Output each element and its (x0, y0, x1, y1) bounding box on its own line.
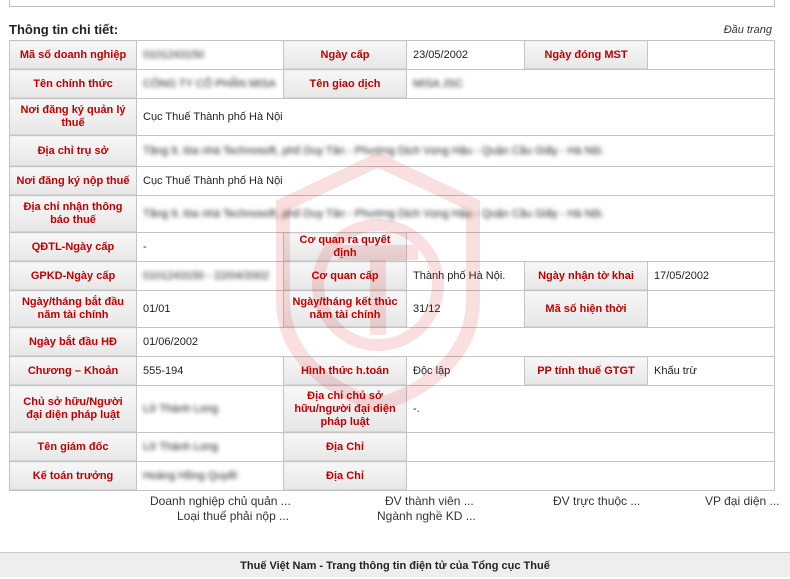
accountant-address-label: Địa Chỉ (284, 462, 407, 491)
license-org-value: Thành phố Hà Nội. (407, 262, 525, 291)
reg-office-label: Nơi đăng ký quản lý thuế (10, 99, 137, 136)
address-value: Tầng 9, tòa nhà Technosoft, phố Duy Tân - Phường Dịch Vọng Hậu - Quận Cầu Giấy - Hà Nội. (137, 136, 775, 167)
current-code-label: Mã số hiện thời (525, 291, 648, 328)
table-row (10, 433, 775, 462)
table-row (10, 328, 775, 357)
director-address-label: Địa Chỉ (284, 433, 407, 462)
accounting-form-value: Độc lập (407, 357, 525, 386)
table-row (10, 233, 775, 262)
trade-name-value: MISA JSC (407, 70, 775, 99)
director-value: Lữ Thành Long (137, 433, 284, 462)
official-name-value: CÔNG TY CỔ PHẦN MISA (137, 70, 284, 99)
previous-panel-border (9, 0, 775, 7)
official-name-label: Tên chính thức (10, 70, 137, 99)
table-row (10, 167, 775, 196)
license-value: 0101243150 - 22/04/2002 (137, 262, 284, 291)
table-row (10, 136, 775, 167)
notice-address-label: Địa chỉ nhận thông báo thuế (10, 196, 137, 233)
table-row (10, 462, 775, 491)
table-row (10, 357, 775, 386)
owner-label: Chủ sở hữu/Người đại diện pháp luật (10, 386, 137, 433)
table-row (10, 262, 775, 291)
trade-name-label: Tên giao dịch (284, 70, 407, 99)
vat-method-value: Khấu trừ (648, 357, 775, 386)
accountant-label: Kế toán trưởng (10, 462, 137, 491)
table-row (10, 386, 775, 433)
section-title: Thông tin chi tiết: (9, 22, 119, 37)
license-org-label: Cơ quan cấp (284, 262, 407, 291)
op-start-label: Ngày bắt đầu HĐ (10, 328, 137, 357)
accountant-address-value (407, 462, 775, 491)
address-label: Địa chỉ trụ sở (10, 136, 137, 167)
table-row (10, 99, 775, 136)
op-start-value: 01/06/2002 (137, 328, 775, 357)
table-row (10, 41, 775, 70)
fy-end-label: Ngày/tháng kết thúc năm tài chính (284, 291, 407, 328)
decision-org-label: Cơ quan ra quyết định (284, 233, 407, 262)
decision-value: - (137, 233, 284, 262)
table-row (10, 70, 775, 99)
rep-office-link[interactable]: VP đại diện ... (705, 494, 780, 508)
close-date-label: Ngày đóng MST (525, 41, 648, 70)
receipt-date-label: Ngày nhận tờ khai (525, 262, 648, 291)
close-date-value (648, 41, 775, 70)
tax-reg-place-label: Nơi đăng ký nộp thuế (10, 167, 137, 196)
owner-address-value: -. (407, 386, 775, 433)
decision-org-value (407, 233, 775, 262)
fy-start-label: Ngày/tháng bắt đầu năm tài chính (10, 291, 137, 328)
current-code-value (648, 291, 775, 328)
accountant-value: Hoàng Hồng Quyết (137, 462, 284, 491)
director-address-value (407, 433, 775, 462)
fy-end-value: 31/12 (407, 291, 525, 328)
tax-types-link[interactable]: Loại thuế phải nộp ... (177, 509, 290, 523)
tax-code-label: Mã số doanh nghiệp (10, 41, 137, 70)
page-footer: Thuế Việt Nam - Trang thông tin điện tử của Tổng cục Thuế (0, 552, 790, 577)
owner-value: Lữ Thành Long (137, 386, 284, 433)
director-label: Tên giám đốc (10, 433, 137, 462)
chapter-value: 555-194 (137, 357, 284, 386)
notice-address-value: Tầng 9, tòa nhà Technosoft, phố Duy Tân - Phường Dịch Vọng Hậu - Quận Cầu Giấy - Hà Nội. (137, 196, 775, 233)
table-row (10, 196, 775, 233)
tax-reg-place-value: Cục Thuế Thành phố Hà Nội (137, 167, 775, 196)
parent-company-link[interactable]: Doanh nghiệp chủ quản ... (150, 494, 291, 508)
table-row (10, 291, 775, 328)
fy-start-value: 01/01 (137, 291, 284, 328)
business-lines-link[interactable]: Ngành nghề KD ... (377, 509, 476, 523)
back-to-top-link[interactable]: Đầu trang (723, 24, 772, 36)
reg-office-value: Cục Thuế Thành phố Hà Nội (137, 99, 775, 136)
member-units-link[interactable]: ĐV thành viên ... (385, 494, 474, 508)
chapter-label: Chương – Khoản (10, 357, 137, 386)
tax-code-value: 0101243150 (137, 41, 284, 70)
issue-date-label: Ngày cấp (284, 41, 407, 70)
receipt-date-value: 17/05/2002 (648, 262, 775, 291)
owner-address-label: Địa chỉ chủ sở hữu/người đại diện pháp luật (284, 386, 407, 433)
issue-date-value: 23/05/2002 (407, 41, 525, 70)
accounting-form-label: Hình thức h.toán (284, 357, 407, 386)
subsidiary-units-link[interactable]: ĐV trực thuộc ... (553, 494, 641, 508)
detail-table (9, 40, 775, 491)
decision-label: QĐTL-Ngày cấp (10, 233, 137, 262)
vat-method-label: PP tính thuế GTGT (525, 357, 648, 386)
license-label: GPKD-Ngày cấp (10, 262, 137, 291)
